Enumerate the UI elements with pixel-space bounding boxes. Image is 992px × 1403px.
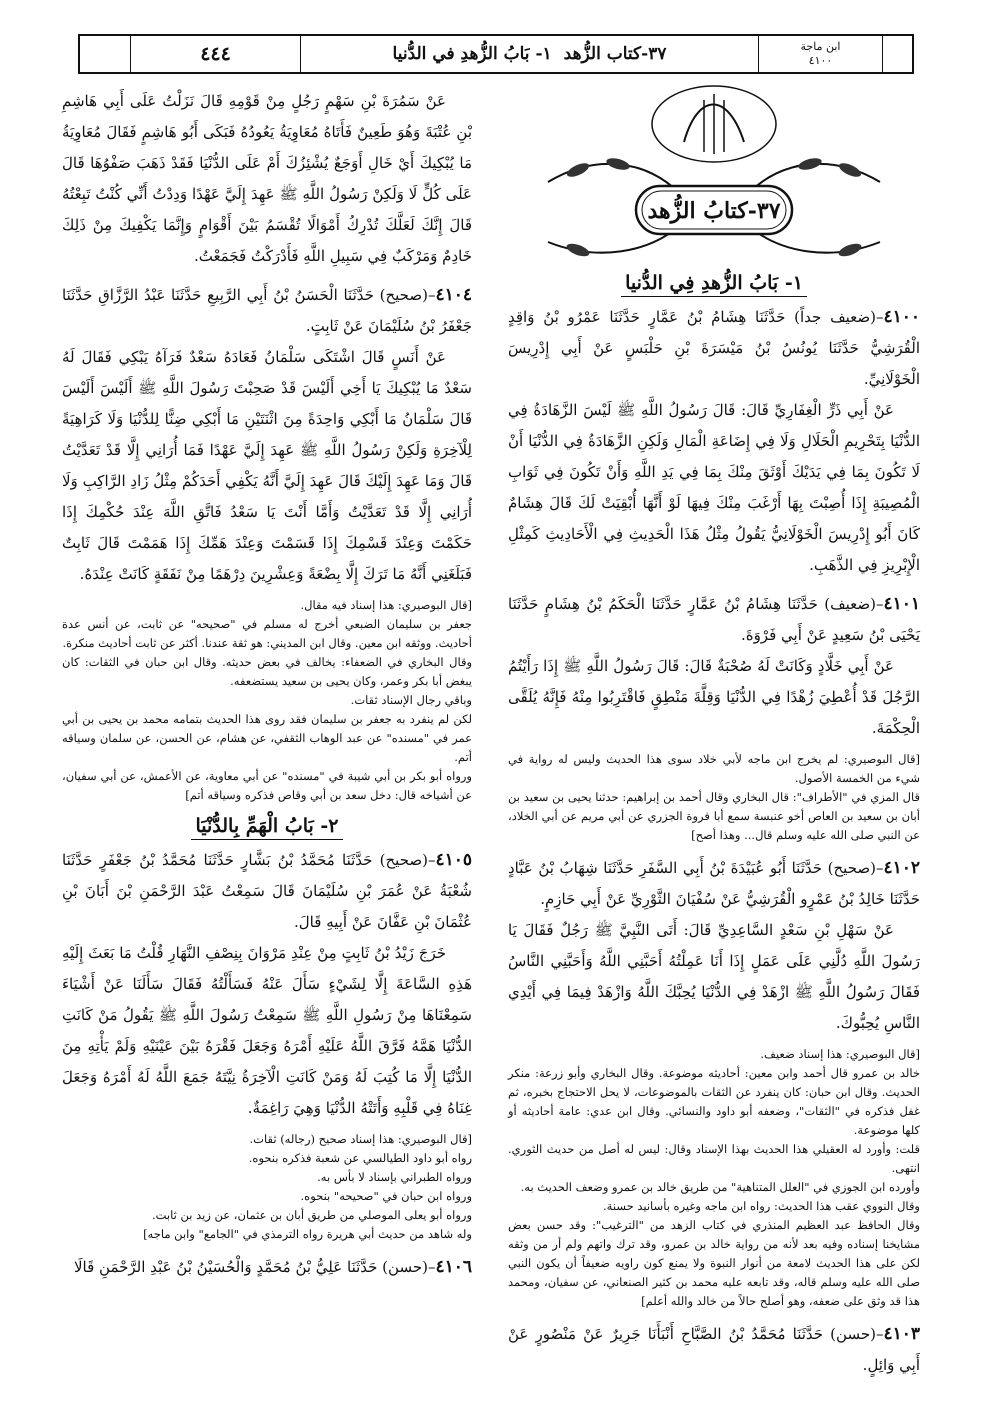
hadith-4102-commentary (508, 1045, 920, 1311)
commentary-line: [قال البوصيري: هذا إسناد فيه مقال. (300, 598, 472, 612)
commentary-line: جعفر بن سليمان الضبعي أخرج له مسلم في "صحيحه" عن ثابت، عن أنس عدة أحاديث. ووثقه ابن معين. وقال ابن المديني: هو ثقة عندنا. أكثر عن ثابت أحاديث منكرة. (62, 617, 472, 650)
running-title (300, 36, 758, 72)
hadith-4100-text: عَنْ أَبِي ذَرٍّ الْغِفَارِيِّ قَالَ: قَالَ رَسُولُ اللَّهِ ﷺ لَيْسَ الزَّهَادَةُ فِي الدُّنْيَا بِتَحْرِيمِ الْحَلَالِ وَلَا فِي إِضَاعَةِ الْمَالِ وَلَكِنِ الزَّهَادَةُ فِي الدُّنْيَا أَنْ لَا تَكُونَ بِمَا فِي يَدَيْكَ أَوْثَقَ مِنْكَ بِمَا فِي يَدِ اللَّهِ وَأَنْ تَكُونَ فِي ثَوَابِ الْمُصِيبَةِ إِذَا أُصِبْتَ بِهَا أَرْغَبَ مِنْكَ فِيهَا لَوْ أَنَّهَا أُبْقِيَتْ لَكَ قَالَ هِشَامٌ كَانَ أَبُو إِدْرِيسَ الْخَوْلَانِيُّ يَقُولُ مِثْلُ هَذَا الْحَدِيثِ فِي الْأَحَادِيثِ كَمِثْلِ الْإِبْرِيزِ فِي الذَّهَبِ. (508, 401, 920, 574)
hadith-4101-isnad: ٤١٠١–(ضعيف) حَدَّثَنَا هِشَامُ بْنُ عَمَّارٍ حَدَّثَنَا الْحَكَمُ بْنُ هِشَامٍ حَدَّثَنَا يَحْيَى بْنُ سَعِيدٍ عَنْ أَبِي فَرْوَةَ. (508, 594, 920, 644)
hadith-number: ٤١٠٥ (435, 850, 472, 870)
ref-title: ابن ماجة (800, 40, 841, 53)
hadith-number: ٤١٠٤ (435, 285, 472, 305)
hadith-number: ٤١٠٦ (435, 1257, 472, 1277)
hadith-4102-text: عَنْ سَهْلِ بْنِ سَعْدٍ السَّاعِدِيِّ قَالَ: أَتَى النَّبِيَّ ﷺ رَجُلٌ فَقَالَ يَا رَسُولَ اللَّهِ دُلَّنِي عَلَى عَمَلٍ إِذَا أَنَا عَمِلْتُهُ أَحَبَّنِي اللَّهُ وَأَحَبَّنِي النَّاسُ فَقَالَ رَسُولُ اللَّهِ ﷺ ازْهَدْ فِي الدُّنْيَا يُحِبَّكَ اللَّهُ وَازْهَدْ فِيمَا فِي أَيْدِي النَّاسِ يُحِبُّوكَ. (508, 921, 920, 1032)
commentary-line: وباقي رجال الإسناد ثقات. (350, 693, 472, 707)
hadith-4105-isnad: ٤١٠٥–(صحيح) حَدَّثَنَا مُحَمَّدُ بْنُ بَشَّارٍ حَدَّثَنَا مُحَمَّدُ بْنُ جَعْفَرٍ حَدَّثَنَا شُعْبَةُ عَنْ عُمَرَ بْنِ سُلَيْمَانَ قَالَ سَمِعْتُ عَبْدَ الرَّحْمَنِ بْنَ أَبَانَ بْنِ عُثْمَانَ بْنِ عَفَّانَ عَنْ أَبِيهِ قَالَ. (62, 850, 472, 931)
hadith-number: ٤١٠١ (883, 594, 920, 614)
commentary-line: ورواه أبو يعلى الموصلي من طريق أبان بن عثمان، عن زيد بن ثابت. (151, 1208, 472, 1222)
commentary-line: رواه أبو داود الطيالسي عن شعبة فذكره بنحوه. (248, 1151, 472, 1165)
ornament-frame-icon (508, 82, 920, 262)
hadith-4105-commentary (62, 1130, 472, 1244)
ref-number: ٤١٠٠ (808, 54, 833, 67)
hadith-range-ref (758, 36, 882, 72)
hadith-4104-isnad: ٤١٠٤–(صحيح) حَدَّثَنَا الْحَسَنُ بْنُ أَبِي الرَّبِيعِ حَدَّثَنَا عَبْدُ الرَّزَّاقِ حَدَّثَنَا جَعْفَرُ بْنُ سُلَيْمَانَ عَنْ ثَابِتٍ. (62, 285, 472, 335)
hadith-4106-isnad: ٤١٠٦–(حسن) حَدَّثَنَا عَلِيُّ بْنُ مُحَمَّدٍ وَالْحُسَيْنُ بْنُ عَبْدِ الرَّحْمَنِ قَالَا (73, 1257, 472, 1277)
hadith-number: ٤١٠٢ (883, 858, 920, 878)
hadith-4100-isnad: ٤١٠٠–(ضعيف جداً) حَدَّثَنَا هِشَامُ بْنُ عَمَّارٍ حَدَّثَنَا عَمْرُو بْنُ وَاقِدٍ الْقُرَشِيُّ حَدَّثَنَا يُونُسُ بْنُ مَيْسَرَةَ بْنِ حَلْبَسٍ عَنْ أَبِي إِدْرِيسَ الْخَوْلَانِيِّ. (508, 307, 920, 388)
hadith-4102-isnad: ٤١٠٢–(صحيح) حَدَّثَنَا أَبُو عُبَيْدَةَ بْنُ أَبِي السَّفَرِ حَدَّثَنَا شِهَابُ بْنُ عَبَّادٍ حَدَّثَنَا خَالِدُ بْنُ عَمْرٍو الْقُرَشِيُّ عَنْ سُفْيَانَ الثَّوْرِيِّ عَنْ أَبِي حَازِمٍ. (508, 858, 920, 908)
commentary-line: [قال البوصيري: هذا إسناد صحيح (رجاله) ثقات. (249, 1132, 472, 1146)
commentary-line: وله شاهد من حديث أبي هريرة رواه الترمذي في "الجامع" وابن ماجه] (143, 1227, 472, 1241)
commentary-line: ورواه أبو بكر بن أبي شيبة في "مسنده" عن أبي معاوية، عن الأعمش، عن أبي سفيان، عن أشياخه قال: دخل سعد بن أبي وقاص فذكره وسياقه أتم] (62, 769, 472, 802)
commentary-line: وقال الحافظ عبد العظيم المنذري في كتاب الزهد من "الترغيب": وقد حسن بعض مشايخنا إسناده وفيه بعد لأنه من رواية خالد بن عمرو، وقد ترك واتهم ولم أر من وثقه لكن على هذا الحديث لامعة من أنوار النبوة ولا يمنع كون راويه ضعيفاً أن يكون النبي صلى الله عليه وسلم قاله، وقد تابعه عليه محمد بن كثير الصنعاني، عن سفيان، ومحمد هذا قد وثق على ضعفه، وهو أصلح حالاً من خالد والله أعلم] (508, 1218, 920, 1308)
chapter-1-heading: ١- بَابُ الزُّهدِ فِي الدُّنيا (508, 272, 920, 294)
commentary-line: وقال النووي عقب هذا الحديث: رواه ابن ماجه وغيره بأسانيد حسنة. (603, 1199, 920, 1213)
hadith-number: ٤١٠٣ (883, 1324, 920, 1344)
commentary-line: [قال البوصيري: لم يخرج ابن ماجه لأبي خلاد سوى هذا الحديث وليس له رواية في شيء من الخمسة الأصول. (508, 752, 920, 785)
left-column (62, 84, 472, 1384)
commentary-line: لكن لم ينفرد به جعفر بن سليمان فقد روى هذا الحديث بتمامه محمد بن يحيى بن أبي عمر في "مسنده" عن عبد الوهاب الثقفي، عن هشام، عن الحسن، عن سلمان وسياقه أتم. (62, 712, 472, 764)
running-chapter-title: ١- بَابُ الزُّهدِ في الدُّنيا (392, 44, 552, 64)
hadith-4104-text: عَنْ أَنَسٍ قَالَ اشْتَكَى سَلْمَانُ فَعَادَهُ سَعْدٌ فَرَآهُ يَبْكِي فَقَالَ لَهُ سَعْدٌ مَا يُبْكِيكَ يَا أَخِي أَلَيْسَ قَدْ صَحِبْتَ رَسُولَ اللَّهِ ﷺ أَلَيْسَ أَلَيْسَ قَالَ سَلْمَانُ مَا أَبْكِي وَاحِدَةً مِنَ اثْنَتَيْنِ مَا أَبْكِي ضِنًّا لِلدُّنْيَا وَلَا كَرَاهِيَةً لِلْآخِرَةِ وَلَكِنْ رَسُولُ اللَّهِ ﷺ عَهِدَ إِلَيَّ عَهْدًا فَمَا أُرَانِي إِلَّا قَدْ تَعَدَّيْتُ قَالَ وَمَا عَهِدَ إِلَيْكَ قَالَ عَهِدَ إِلَيَّ أَنَّهُ يَكْفِي أَحَدَكُمْ مِثْلُ زَادِ الرَّاكِبِ وَلَا أُرَانِي إِلَّا قَدْ تَعَدَّيْتُ وَأَمَّا أَنْتَ يَا سَعْدُ فَاتَّقِ اللَّهَ عِنْدَ حُكْمِكَ إِذَا حَكَمْتَ وَعِنْدَ قَسْمِكَ إِذَا قَسَمْتَ وَعِنْدَ هَمِّكَ إِذَا هَمَمْتَ قَالَ ثَابِتٌ فَبَلَغَنِي أَنَّهُ مَا تَرَكَ إِلَّا بِضْعَةً وَعِشْرِينَ دِرْهَمًا مِنْ نَفَقَةٍ كَانَتْ عِنْدَهُ. (62, 348, 472, 583)
header-blank-cell-2 (882, 36, 912, 72)
commentary-line: قلت: وأورد له العقيلي هذا الحديث بهذا الإسناد وقال: ليس له أصل من حديث الثوري. انتهى. (508, 1142, 920, 1175)
commentary-line: خالد بن عمرو قال أحمد وابن معين: أحاديثه موضوعة. وقال البخاري وأبو زرعة: منكر الحديث. وقال ابن حبان: كان ينفرد عن الثقات بالموضوعات، لا يحل الاحتجاج بخبره، ثم غفل فذكره في "الثقات"، وضعفه أبو داود والنسائي. وقال ابن عدي: عامة أحاديثه أو كلها موضوعة. (508, 1066, 920, 1137)
book-title: ٣٧-كتابُ الزُّهد (647, 198, 781, 224)
book-heading-ornament (508, 82, 920, 262)
right-column (508, 84, 920, 1384)
commentary-line: ورواه الطبراني بإسناد لا بأس به. (317, 1170, 472, 1184)
commentary-line: [قال البوصيري: هذا إسناد ضعيف. (760, 1047, 920, 1061)
commentary-line: وقال البخاري في الضعفاء: يخالف في بعض حديثه. وقال ابن حبان في الثقات: كان يبغض أبا بكر وعمر، وكان يحيى بن سعيد يستضعفه. (62, 655, 472, 688)
commentary-line: وأورده ابن الجوزي في "العلل المتناهية" من طريق خالد بن عمرو وضعف الحديث به. (520, 1180, 920, 1194)
chapter-2-heading: ٢- بَابُ الْهَمِّ بِالدُّنْيَا (62, 815, 472, 837)
hadith-4104-commentary (62, 596, 472, 805)
hadith-number: ٤١٠٠ (883, 307, 920, 327)
running-book-title: ٣٧-كتاب الزُّهد (563, 44, 667, 64)
hadith-4105-text: خَرَجَ زَيْدُ بْنُ ثَابِتٍ مِنْ عِنْدِ مَرْوَانَ بِنِصْفِ النَّهَارِ قُلْتُ مَا بَعَثَ إِلَيْهِ هَذِهِ السَّاعَةَ إِلَّا لِشَيْءٍ سَأَلَ عَنْهُ فَسَأَلْتُهُ فَقَالَ سَأَلَنَا عَنْ أَشْيَاءَ سَمِعْنَاهَا مِنْ رَسُولِ اللَّهِ ﷺ سَمِعْتُ رَسُولَ اللَّهِ ﷺ يَقُولُ مَنْ كَانَتِ الدُّنْيَا هَمَّهُ فَرَّقَ اللَّهُ عَلَيْهِ أَمْرَهُ وَجَعَلَ فَقْرَهُ بَيْنَ عَيْنَيْهِ وَلَمْ يَأْتِهِ مِنَ الدُّنْيَا إِلَّا مَا كُتِبَ لَهُ وَمَنْ كَانَتِ الْآخِرَةُ نِيَّتَهُ جَمَعَ اللَّهُ لَهُ أَمْرَهُ وَجَعَلَ غِنَاهُ فِي قَلْبِهِ وَأَتَتْهُ الدُّنْيَا وَهِيَ رَاغِمَةٌ. (62, 944, 472, 1117)
hadith-4103-isnad: ٤١٠٣–(حسن) حَدَّثَنَا مُحَمَّدُ بْنُ الصَّبَّاحِ أَنْبَأَنَا جَرِيرٌ عَنْ مَنْصُورٍ عَنْ أَبِي وَائِلٍ. (508, 1324, 920, 1374)
header-blank-cell (80, 36, 130, 72)
page-number: ٤٤٤ (130, 36, 300, 72)
hadith-4103-text: عَنْ سَمُرَةَ بْنِ سَهْمٍ رَجُلٍ مِنْ قَوْمِهِ قَالَ نَزَلْتُ عَلَى أَبِي هَاشِمِ بْنِ عُتْبَةَ وَهُوَ طَعِينٌ فَأَتَاهُ مُعَاوِيَةُ يَعُودُهُ فَبَكَى أَبُو هَاشِمٍ فَقَالَ مُعَاوِيَةُ مَا يُبْكِيكَ أَيْ خَالِ أَوَجَعٌ يُشْئِزُكَ أَمْ عَلَى الدُّنْيَا فَقَدْ ذَهَبَ صَفْوُهَا قَالَ عَلَى كُلٍّ لَا وَلَكِنْ رَسُولُ اللَّهِ ﷺ عَهِدَ إِلَيَّ عَهْدًا وَدِدْتُ أَنِّي كُنْتُ تَبِعْتُهُ قَالَ إِنَّكَ لَعَلَّكَ تُدْرِكُ أَمْوَالًا تُقْسَمُ بَيْنَ أَقْوَامٍ وَإِنَّمَا يَكْفِيكَ مِنْ ذَلِكَ خَادِمٌ وَمَرْكَبٌ فِي سَبِيلِ اللَّهِ فَأَدْرَكْتُ فَجَمَعْتُ. (62, 92, 472, 265)
commentary-line: قال المزي في "الأطراف": قال البخاري وقال أحمد بن إبراهيم: حدثنا يحيى بن سعيد بن أبان بن سعيد بن العاص أخو عنبسة سمع أبا فروة الجزري عن أبي مريم عن أبي الخلاد، عن النبي صلى الله عليه وسلم قال... وهذا أصح] (508, 790, 920, 842)
commentary-line: ورواه ابن حبان في "صحيحه" بنحوه. (300, 1189, 472, 1203)
hadith-4101-commentary (508, 750, 920, 845)
hadith-4101-text: عَنْ أَبِي خَلَّادٍ وَكَانَتْ لَهُ صُحْبَةٌ قَالَ: قَالَ رَسُولُ اللَّهِ ﷺ إِذَا رَأَيْتُمُ الرَّجُلَ قَدْ أُعْطِيَ زُهْدًا فِي الدُّنْيَا وَقِلَّةَ مَنْطِقٍ فَاقْتَرِبُوا مِنْهُ فَإِنَّهُ يُلَقَّى الْحِكْمَةَ. (508, 657, 920, 737)
page-header (78, 34, 914, 74)
